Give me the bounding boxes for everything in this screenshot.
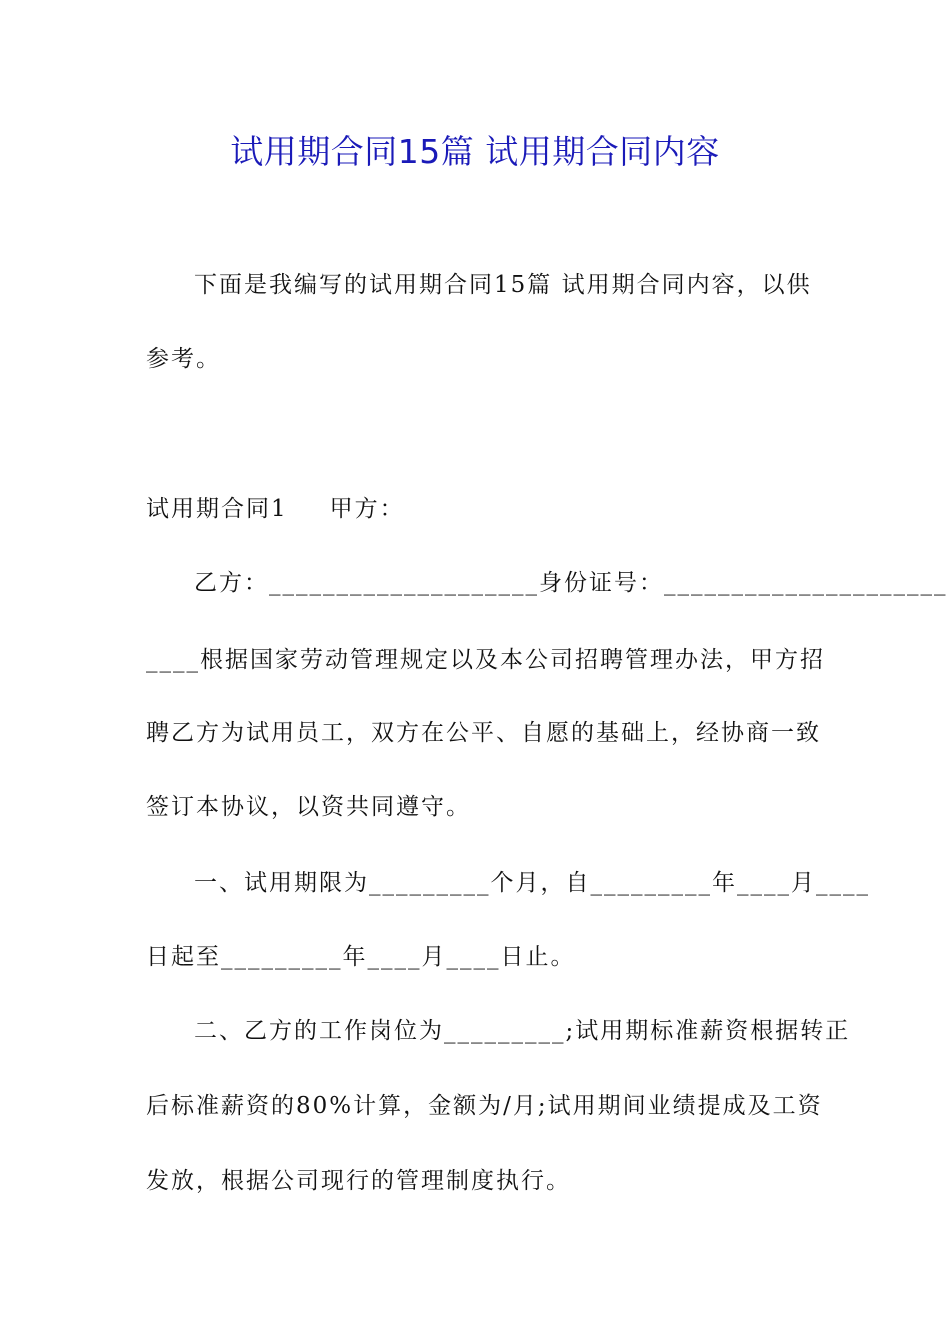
clause-2-line-1: 二、乙方的工作岗位为_________;试用期标准薪资根据转正 bbox=[194, 1018, 851, 1044]
party-b-line: 乙方：____________________身份证号：_____________________ bbox=[194, 570, 948, 596]
party-a-label: 甲方： bbox=[329, 496, 405, 522]
document-title: 试用期合同15篇 试用期合同内容 bbox=[230, 132, 720, 171]
clause-2-line-2: 后标准薪资的80%计算，金额为/月;试用期间业绩提成及工资 bbox=[146, 1093, 823, 1119]
clause-2-line-3: 发放，根据公司现行的管理制度执行。 bbox=[146, 1168, 571, 1194]
contract-heading-row bbox=[146, 494, 806, 524]
intro-line-1: 下面是我编写的试用期合同15篇 试用期合同内容，以供 bbox=[194, 272, 812, 298]
clause-1-line-2: 日起至_________年____月____日止。 bbox=[146, 944, 576, 970]
paragraph-line: 签订本协议，以资共同遵守。 bbox=[146, 794, 471, 820]
contract-heading: 试用期合同1 bbox=[146, 496, 288, 522]
paragraph-line: 聘乙方为试用员工，双方在公平、自愿的基础上，经协商一致 bbox=[146, 720, 821, 746]
clause-1-line-1: 一、试用期限为_________个月，自_________年____月____ bbox=[194, 870, 870, 896]
intro-line-2: 参考。 bbox=[146, 346, 221, 372]
paragraph-line: ____根据国家劳动管理规定以及本公司招聘管理办法，甲方招 bbox=[146, 647, 825, 673]
